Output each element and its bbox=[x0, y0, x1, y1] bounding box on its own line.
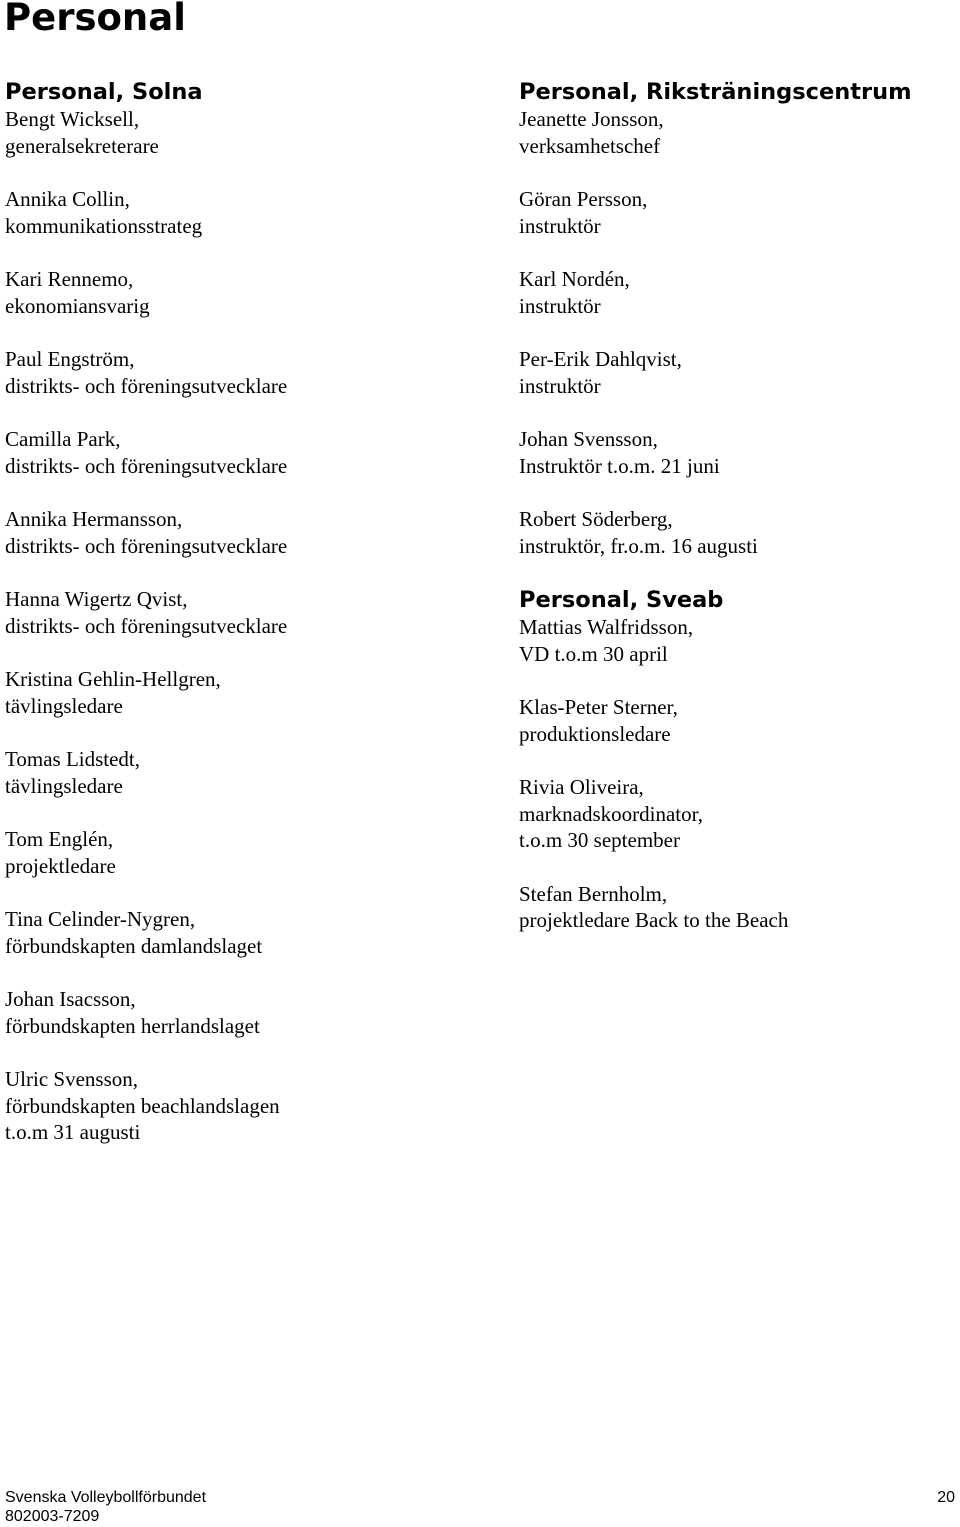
staff-entry bbox=[519, 426, 959, 479]
staff-entry bbox=[5, 986, 485, 1039]
staff-role: t.o.m 31 augusti bbox=[5, 1120, 141, 1144]
staff-role: ekonomiansvarig bbox=[5, 293, 150, 318]
staff-name: Annika Hermansson, bbox=[5, 507, 183, 531]
staff-name: Camilla Park, bbox=[5, 427, 121, 451]
section-heading-rikstraningscentrum: Personal, Riksträningscentrum bbox=[519, 79, 912, 105]
staff-entry bbox=[5, 346, 485, 399]
staff-entry bbox=[5, 666, 485, 719]
staff-name: Rivia Oliveira, bbox=[519, 775, 644, 799]
staff-name: Mattias Walfridsson, bbox=[519, 615, 694, 639]
staff-role: produktionsledare bbox=[519, 721, 671, 746]
staff-solna-column bbox=[5, 78, 485, 1173]
staff-role: verksamhetschef bbox=[519, 133, 661, 158]
staff-role: VD t.o.m 30 april bbox=[519, 641, 668, 666]
staff-entry bbox=[5, 746, 485, 799]
staff-role: marknadskoordinator, bbox=[519, 801, 704, 826]
staff-entry bbox=[5, 106, 485, 159]
staff-role: instruktör bbox=[519, 293, 601, 318]
staff-role: instruktör bbox=[519, 213, 601, 238]
staff-entry bbox=[5, 506, 485, 559]
staff-entry bbox=[519, 614, 959, 667]
staff-name: Ulric Svensson, bbox=[5, 1067, 138, 1091]
staff-role: distrikts- och föreningsutvecklare bbox=[5, 373, 288, 398]
staff-name: Paul Engström, bbox=[5, 347, 135, 371]
staff-name: Tomas Lidstedt, bbox=[5, 747, 141, 771]
staff-role: projektledare bbox=[5, 853, 116, 878]
staff-name: Klas-Peter Sterner, bbox=[519, 695, 678, 719]
section-sveab bbox=[519, 586, 959, 934]
staff-entry bbox=[5, 826, 485, 879]
staff-name: Kristina Gehlin-Hellgren, bbox=[5, 667, 221, 691]
staff-name: Tom Englén, bbox=[5, 827, 114, 851]
staff-entry bbox=[5, 266, 485, 319]
staff-name: Robert Söderberg, bbox=[519, 507, 673, 531]
staff-role: Instruktör t.o.m. 21 juni bbox=[519, 453, 720, 478]
staff-name: Hanna Wigertz Qvist, bbox=[5, 587, 188, 611]
staff-entry bbox=[519, 774, 959, 854]
staff-entry bbox=[5, 186, 485, 239]
staff-role: distrikts- och föreningsutvecklare bbox=[5, 453, 288, 478]
section-heading-solna: Personal, Solna bbox=[5, 79, 203, 105]
staff-entry bbox=[519, 881, 959, 934]
staff-entry bbox=[519, 694, 959, 747]
staff-right-column bbox=[519, 78, 959, 961]
staff-name: Göran Persson, bbox=[519, 187, 648, 211]
staff-name: Kari Rennemo, bbox=[5, 267, 134, 291]
staff-entry bbox=[519, 506, 959, 559]
staff-role: distrikts- och föreningsutvecklare bbox=[5, 533, 288, 558]
staff-entry bbox=[519, 346, 959, 399]
staff-list-solna bbox=[5, 106, 485, 1146]
staff-role: projektledare Back to the Beach bbox=[519, 908, 789, 932]
staff-role: förbundskapten damlandslaget bbox=[5, 933, 263, 958]
staff-entry bbox=[5, 586, 485, 639]
staff-name: Per-Erik Dahlqvist, bbox=[519, 347, 682, 371]
staff-name: Karl Nordén, bbox=[519, 267, 630, 291]
staff-name: Stefan Bernholm, bbox=[519, 881, 668, 906]
footer-org-number: 802003-7209 bbox=[5, 1508, 100, 1525]
staff-entry bbox=[5, 426, 485, 479]
staff-entry bbox=[519, 186, 959, 239]
staff-list-rikstraningscentrum bbox=[519, 106, 959, 559]
footer-organization: Svenska Volleybollförbundet bbox=[5, 1489, 207, 1506]
staff-role: t.o.m 30 september bbox=[519, 828, 680, 852]
page-title: Personal bbox=[4, 0, 186, 39]
staff-role: kommunikationsstrateg bbox=[5, 213, 203, 238]
staff-name: Tina Celinder-Nygren, bbox=[5, 907, 196, 931]
section-riks bbox=[519, 78, 959, 559]
staff-role: förbundskapten beachlandslagen bbox=[5, 1093, 280, 1118]
staff-name: Bengt Wicksell, bbox=[5, 107, 140, 131]
staff-entry bbox=[519, 106, 959, 159]
staff-role: tävlingsledare bbox=[5, 773, 123, 798]
staff-entry bbox=[5, 1066, 485, 1146]
staff-name: Annika Collin, bbox=[5, 187, 130, 211]
section-heading-sveab: Personal, Sveab bbox=[519, 587, 724, 613]
staff-role: distrikts- och föreningsutvecklare bbox=[5, 613, 288, 638]
staff-name: Johan Svensson, bbox=[519, 427, 658, 451]
staff-list-sveab bbox=[519, 614, 959, 934]
staff-role: tävlingsledare bbox=[5, 693, 123, 718]
staff-name: Johan Isacsson, bbox=[5, 987, 136, 1011]
page-footer bbox=[5, 1488, 955, 1526]
staff-role: instruktör, fr.o.m. 16 augusti bbox=[519, 533, 758, 558]
staff-name: Jeanette Jonsson, bbox=[519, 107, 664, 131]
staff-role: generalsekreterare bbox=[5, 133, 159, 158]
staff-role: förbundskapten herrlandslaget bbox=[5, 1013, 260, 1038]
staff-role: instruktör bbox=[519, 373, 601, 398]
page-number: 20 bbox=[937, 1489, 955, 1506]
staff-entry bbox=[5, 906, 485, 959]
staff-entry bbox=[519, 266, 959, 319]
